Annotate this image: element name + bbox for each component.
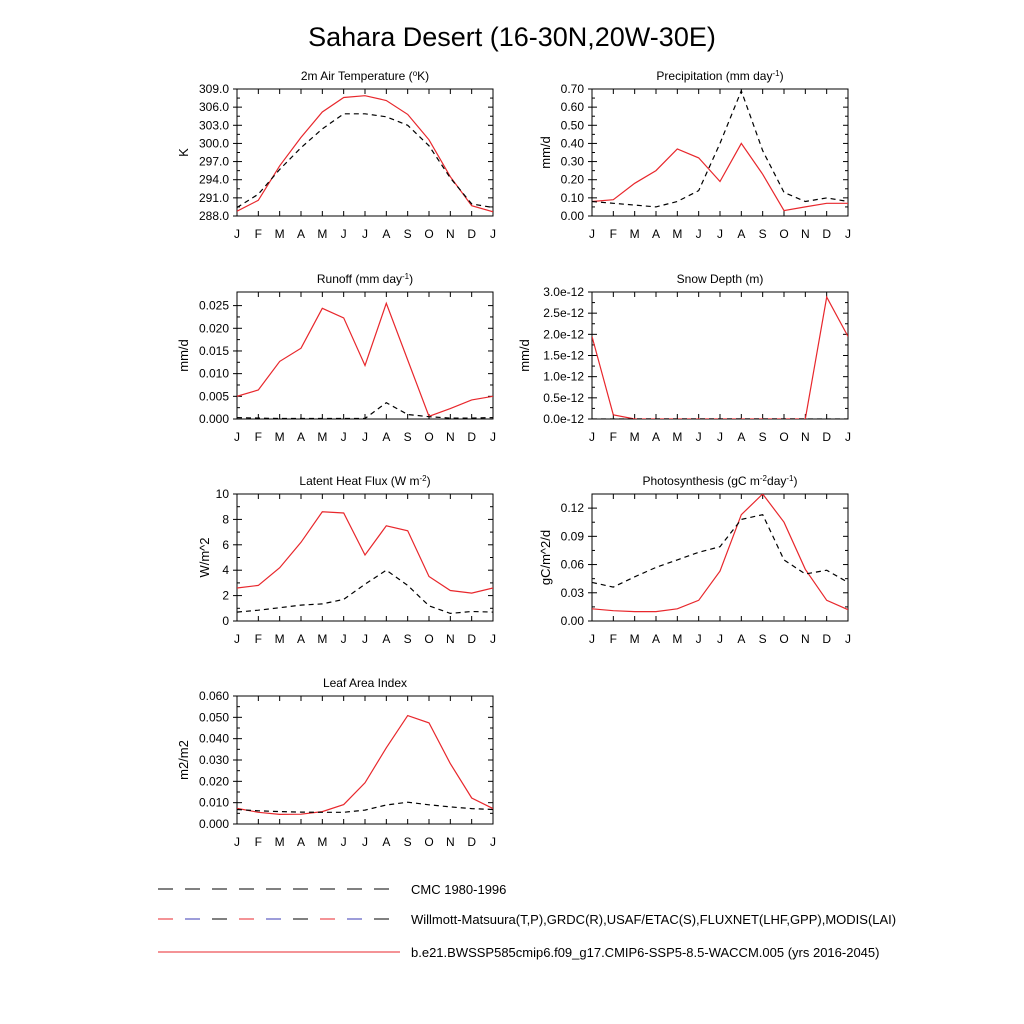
legend-label: CMC 1980-1996 <box>411 882 507 897</box>
x-tick-label: N <box>445 227 455 241</box>
legend-item-2 <box>158 912 896 927</box>
x-tick-label: N <box>800 632 810 646</box>
title-text: ) <box>793 474 798 488</box>
x-tick-label: D <box>467 227 477 241</box>
x-tick-label: J <box>717 430 723 444</box>
y-tick-label: 0.00 <box>560 614 584 628</box>
x-tick-label: J <box>340 632 347 646</box>
title-superscript: -1 <box>772 68 780 78</box>
y-tick-label: 0.015 <box>198 343 229 358</box>
panel-title <box>323 676 407 690</box>
x-tick-label: O <box>424 430 434 444</box>
panel-title <box>299 474 430 489</box>
title-superscript: o <box>412 68 418 78</box>
y-tick-label: 10 <box>215 487 229 501</box>
panel-title <box>677 272 764 286</box>
x-tick-label: J <box>695 227 702 241</box>
x-tick-label: N <box>800 430 810 444</box>
series-line-cmc <box>237 570 493 613</box>
plot-frame <box>592 89 848 216</box>
title-text: Leaf Area Index <box>322 676 408 690</box>
x-tick-label: S <box>403 835 412 849</box>
x-tick-label: N <box>800 227 810 241</box>
x-tick-label: A <box>296 632 306 646</box>
panel-title <box>301 69 429 84</box>
x-tick-label: J <box>589 227 595 241</box>
x-tick-label: F <box>254 632 263 646</box>
x-tick-label: D <box>467 835 477 849</box>
x-tick-label: J <box>490 835 496 849</box>
y-tick-label: 0.50 <box>560 118 584 133</box>
x-tick-label: M <box>629 632 640 646</box>
plot-frame <box>237 494 493 621</box>
x-tick-label: J <box>362 632 368 646</box>
chart-panel-4 <box>517 272 851 444</box>
y-tick-label: 0.20 <box>560 172 584 187</box>
y-tick-label: 0.020 <box>198 774 229 789</box>
x-tick-label: M <box>629 227 640 241</box>
series-line-cmc <box>237 802 493 812</box>
title-text: day <box>767 474 787 488</box>
legend-item-3 <box>158 945 879 960</box>
x-tick-label: J <box>234 632 240 646</box>
y-tick-label: 294.0 <box>198 172 229 187</box>
x-tick-label: M <box>274 430 285 444</box>
x-tick-label: F <box>609 430 618 444</box>
x-tick-label: N <box>445 835 455 849</box>
y-tick-label: 0.060 <box>198 689 229 703</box>
y-tick-label: 0.040 <box>198 731 229 746</box>
title-text: ) <box>409 272 414 286</box>
x-tick-label: A <box>296 227 306 241</box>
chart-panel-3 <box>176 272 496 445</box>
y-tick-label: 0.000 <box>198 817 229 831</box>
x-tick-label: N <box>445 632 455 646</box>
title-superscript: -2 <box>419 473 427 483</box>
y-tick-label: 0.005 <box>198 389 229 404</box>
x-tick-label: A <box>382 632 391 646</box>
y-tick-label: 0.020 <box>198 321 229 336</box>
y-tick-label: 4 <box>222 563 229 578</box>
y-tick-label: 2.0e-12 <box>543 327 584 342</box>
legend-item-1 <box>158 882 506 897</box>
x-tick-label: D <box>467 430 477 444</box>
x-tick-label: A <box>651 632 661 646</box>
x-tick-label: A <box>382 430 391 444</box>
x-tick-label: J <box>490 430 496 444</box>
y-tick-label: 303.0 <box>198 118 229 133</box>
x-tick-label: J <box>845 430 851 444</box>
title-text: 2m Air Temperature ( <box>300 69 413 83</box>
y-axis-label: K <box>176 148 191 157</box>
x-tick-label: J <box>695 430 702 444</box>
x-tick-label: J <box>589 632 595 646</box>
y-tick-label: 0.12 <box>560 501 584 516</box>
x-tick-label: J <box>234 227 240 241</box>
x-tick-label: D <box>467 632 477 646</box>
y-tick-label: 0.00 <box>560 209 584 223</box>
x-tick-label: J <box>234 835 240 849</box>
y-tick-label: 309.0 <box>198 82 229 96</box>
x-tick-label: J <box>717 632 723 646</box>
y-tick-label: 6 <box>222 537 229 552</box>
plot-frame <box>592 292 848 419</box>
panels <box>176 69 851 850</box>
y-tick-label: 0.70 <box>560 82 584 96</box>
x-tick-label: J <box>362 430 368 444</box>
y-tick-label: 2.5e-12 <box>543 306 584 321</box>
x-tick-label: M <box>274 632 285 646</box>
y-tick-label: 0.40 <box>560 136 584 151</box>
y-tick-label: 0.09 <box>560 529 584 544</box>
x-tick-label: A <box>737 227 746 241</box>
y-axis-label: W/m^2 <box>197 537 212 578</box>
title-text: ) <box>426 474 431 488</box>
x-tick-label: S <box>403 632 412 646</box>
y-tick-label: 0.025 <box>198 298 229 313</box>
x-tick-label: O <box>779 632 789 646</box>
y-axis-label: mm/d <box>517 339 532 372</box>
x-tick-label: A <box>382 835 391 849</box>
x-tick-label: S <box>403 227 412 241</box>
series-line-model <box>592 297 848 419</box>
x-tick-label: M <box>672 227 683 241</box>
x-tick-label: O <box>779 227 789 241</box>
y-tick-label: 0.03 <box>560 585 584 600</box>
y-tick-label: 0.30 <box>560 154 584 169</box>
y-tick-label: 0.050 <box>198 710 229 725</box>
x-tick-label: J <box>234 430 240 444</box>
x-tick-label: M <box>317 227 328 241</box>
x-tick-label: A <box>737 632 746 646</box>
y-tick-label: 2 <box>222 588 229 603</box>
series-line-model <box>237 716 493 815</box>
x-tick-label: S <box>403 430 412 444</box>
y-tick-label: 300.0 <box>198 136 229 151</box>
series-line-cmc <box>592 91 848 207</box>
legend-label: b.e21.BWSSP585cmip6.f09_g17.CMIP6-SSP5-8.5-WACCM.005 (yrs 2016-2045) <box>411 945 880 960</box>
series-line-model <box>592 494 848 612</box>
chart-panel-1 <box>176 69 496 242</box>
x-tick-label: N <box>445 430 455 444</box>
chart-panel-7 <box>176 676 496 849</box>
x-tick-label: F <box>254 227 263 241</box>
y-tick-label: 0.010 <box>198 795 229 810</box>
x-tick-label: O <box>424 632 434 646</box>
x-tick-label: M <box>629 430 640 444</box>
y-tick-label: 0.06 <box>560 557 584 572</box>
y-tick-label: 0.030 <box>198 753 229 767</box>
plot-frame <box>592 494 848 621</box>
panel-title <box>643 474 798 489</box>
y-tick-label: 1.0e-12 <box>543 369 584 384</box>
x-tick-label: F <box>609 632 618 646</box>
panel-title <box>656 69 783 84</box>
y-tick-label: 0.010 <box>198 366 229 381</box>
x-tick-label: D <box>822 632 832 646</box>
plot-frame <box>237 292 493 419</box>
x-tick-label: J <box>695 632 702 646</box>
x-tick-label: J <box>340 227 347 241</box>
x-tick-label: A <box>296 430 306 444</box>
panel-title <box>317 272 413 287</box>
x-tick-label: M <box>672 430 683 444</box>
series-line-model <box>237 303 493 416</box>
x-tick-label: O <box>779 430 789 444</box>
y-tick-label: 0.0e-12 <box>543 412 584 426</box>
title-text: Photosynthesis (gC m <box>642 474 760 488</box>
x-tick-label: A <box>651 430 661 444</box>
figure-title: Sahara Desert (16-30N,20W-30E) <box>308 22 716 52</box>
x-tick-label: M <box>317 430 328 444</box>
x-tick-label: S <box>758 430 767 444</box>
y-tick-label: 0 <box>222 614 229 628</box>
x-tick-label: F <box>254 835 263 849</box>
x-tick-label: A <box>382 227 391 241</box>
x-tick-label: J <box>845 632 851 646</box>
y-tick-label: 291.0 <box>198 190 229 205</box>
x-tick-label: J <box>362 835 368 849</box>
x-tick-label: M <box>317 632 328 646</box>
x-tick-label: J <box>362 227 368 241</box>
x-tick-label: J <box>589 430 595 444</box>
y-tick-label: 1.5e-12 <box>543 348 584 363</box>
x-tick-label: J <box>490 227 496 241</box>
y-tick-label: 0.000 <box>198 412 229 426</box>
y-axis-label: m2/m2 <box>176 740 191 780</box>
x-tick-label: J <box>845 227 851 241</box>
y-axis-label: gC/m^2/d <box>538 529 553 586</box>
y-tick-label: 288.0 <box>198 209 229 223</box>
y-tick-label: 297.0 <box>198 154 229 169</box>
x-tick-label: D <box>822 430 832 444</box>
x-tick-label: O <box>424 835 434 849</box>
y-tick-label: 0.5e-12 <box>543 390 584 405</box>
y-axis-label: mm/d <box>538 136 553 169</box>
x-tick-label: M <box>672 632 683 646</box>
series-line-model <box>237 512 493 593</box>
legend <box>158 882 896 960</box>
y-tick-label: 306.0 <box>198 100 229 115</box>
x-tick-label: M <box>317 835 328 849</box>
x-tick-label: A <box>737 430 746 444</box>
x-tick-label: M <box>274 227 285 241</box>
x-tick-label: F <box>609 227 618 241</box>
y-tick-label: 8 <box>222 512 229 527</box>
plot-frame <box>237 89 493 216</box>
title-superscript: -1 <box>402 271 410 281</box>
y-tick-label: 3.0e-12 <box>543 285 584 299</box>
x-tick-label: J <box>490 632 496 646</box>
chart-panel-2 <box>538 69 851 242</box>
x-tick-label: S <box>758 227 767 241</box>
x-tick-label: J <box>717 227 723 241</box>
title-text: Snow Depth (m) <box>676 272 764 286</box>
x-tick-label: M <box>274 835 285 849</box>
x-tick-label: A <box>651 227 661 241</box>
plot-frame <box>237 696 493 824</box>
chart-panel-6 <box>538 474 851 647</box>
x-tick-label: S <box>758 632 767 646</box>
chart-panel-5 <box>197 474 496 647</box>
x-tick-label: O <box>424 227 434 241</box>
title-text: Latent Heat Flux (W m <box>299 474 420 488</box>
series-line-cmc <box>237 114 493 208</box>
x-tick-label: J <box>340 835 347 849</box>
x-tick-label: J <box>340 430 347 444</box>
title-text: K) <box>417 69 430 83</box>
series-line-model <box>592 143 848 210</box>
series-line-model <box>237 96 493 212</box>
y-axis-label: mm/d <box>176 339 191 372</box>
title-text: ) <box>779 69 784 83</box>
title-text: Runoff (mm day <box>316 272 403 286</box>
y-tick-label: 0.10 <box>560 190 584 205</box>
x-tick-label: F <box>254 430 263 444</box>
title-superscript: -2 <box>759 473 768 483</box>
x-tick-label: D <box>822 227 832 241</box>
legend-label: Willmott-Matsuura(T,P),GRDC(R),USAF/ETAC(S),FLUXNET(LHF,GPP),MODIS(LAI) <box>411 912 897 927</box>
y-tick-label: 0.60 <box>560 100 584 115</box>
x-tick-label: A <box>296 835 306 849</box>
title-superscript: -1 <box>786 473 794 483</box>
title-text: Precipitation (mm day <box>656 69 773 83</box>
